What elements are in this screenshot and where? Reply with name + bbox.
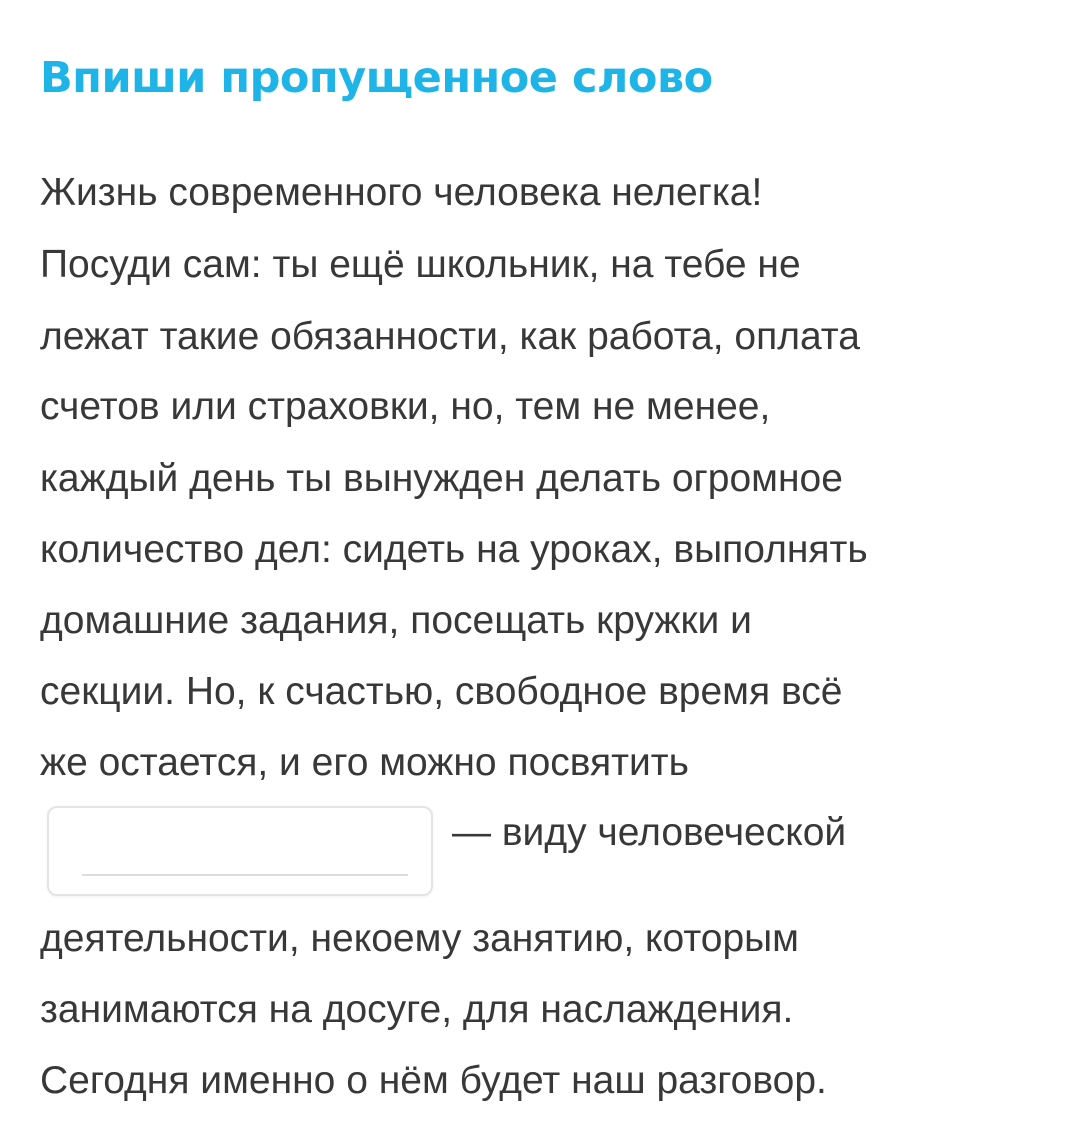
answer-input-box[interactable] — [47, 806, 433, 896]
text-line: секции. Но, к счастью, свободное время всё — [40, 670, 843, 713]
text-line: домашние задания, посещать кружки и — [40, 599, 752, 642]
text-line: Сегодня именно о нём будет наш разговор. — [40, 1059, 827, 1102]
task-title: Впиши пропущенное слово — [40, 53, 713, 103]
missing-word-input[interactable] — [79, 830, 409, 870]
text-line: занимаются на досуге, для наслаждения. — [40, 988, 794, 1031]
text-line: же остается, и его можно посвятить — [40, 741, 689, 784]
text-line: каждый день ты вынужден делать огромное — [40, 457, 843, 500]
answer-underline — [82, 874, 408, 876]
text-line: Посуди сам: ты ещё школьник, на тебе не — [40, 243, 801, 286]
text-line: лежат такие обязанности, как работа, оплата — [40, 315, 860, 358]
text-line: счетов или страховки, но, тем не менее, — [40, 385, 771, 428]
text-line: деятельности, некоему занятию, которым — [40, 917, 799, 960]
text-after-blank: — виду человеческой — [452, 811, 847, 854]
text-line: Жизнь современного человека нелегка! — [40, 171, 763, 214]
text-line: количество дел: сидеть на уроках, выполнять — [40, 528, 868, 571]
